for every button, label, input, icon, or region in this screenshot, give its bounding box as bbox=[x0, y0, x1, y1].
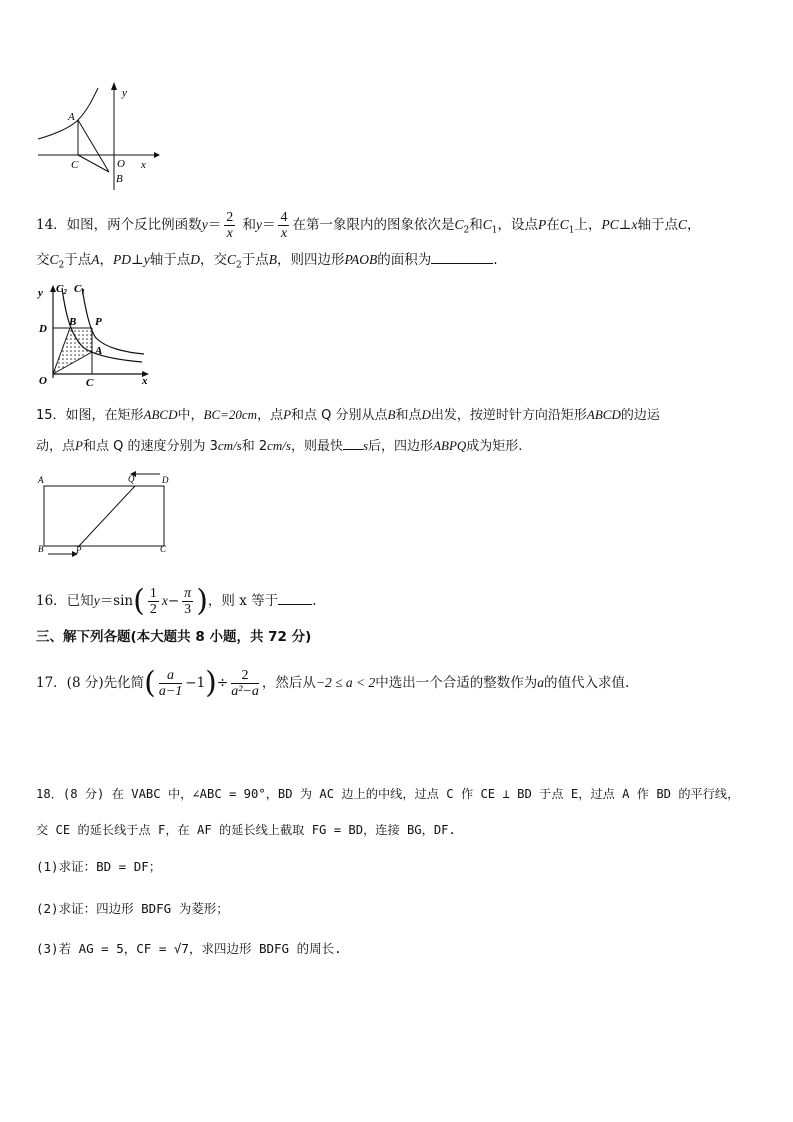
figure-q13-graph bbox=[36, 82, 166, 192]
q14-line1: 14．如图，两个反比例函数y＝ $\frac{2}{x}$ 和y＝ $\frac{4}{x}$ 在第一象限内的图象依次是$C_2$和$C_1$，设点P在$C_1$上，PC⊥x轴于点C， bbox=[36, 210, 701, 241]
label-C2: C2 bbox=[56, 283, 67, 296]
fraction-4-over-x: $\frac{4}{x}$ bbox=[280, 210, 288, 241]
label-B: B bbox=[116, 173, 123, 185]
sqrt-seven: √7 bbox=[173, 941, 189, 956]
label-O: O bbox=[39, 375, 47, 387]
q15-line1: 15．如图，在矩形ABCD中，BC=20cm，点P和点 Q 分别从点B和点D出发，按逆时针方向沿矩形ABCD的边运 bbox=[36, 407, 660, 423]
label-x: x bbox=[141, 159, 146, 171]
q18-sub1: (1)求证：BD = DF； bbox=[36, 859, 162, 874]
section-3-title: 三、解下列各题(本大题共 8 小题，共 72 分) bbox=[36, 629, 312, 645]
label-O: O bbox=[117, 158, 125, 170]
answer-blank[interactable] bbox=[431, 263, 493, 264]
label-D: D bbox=[162, 475, 169, 485]
label-P: P bbox=[76, 545, 82, 555]
answer-blank[interactable] bbox=[343, 449, 363, 450]
segment-AB bbox=[78, 120, 109, 172]
q15-line2: 动，点P和点 Q 的速度分别为 3cm/s和 2cm/s，则最快 s后，四边形ABPQ成为矩形. bbox=[36, 438, 523, 454]
fraction-1-over-2: $\frac{1}{2}$ bbox=[149, 586, 157, 617]
figure-q14-graph bbox=[34, 282, 156, 388]
shaded-region-PAOB bbox=[53, 328, 92, 374]
label-A: A bbox=[38, 475, 44, 485]
q17-line: 17．(8 分)先化简( $\frac{a}{a-1}$ −1)÷ $\frac{2}{\text{a²−a}}$ ，然后从−2 ≤ a < 2中选出一个合适的整数作为a的值代入求值. bbox=[36, 665, 630, 701]
q18-line1: 18．(8 分) 在 VABC 中，∠ABC = 90°，BD 为 AC 边上的中线，过点 C 作 CE ⊥ BD 于点 E，过点 A 作 BD 的平行线， bbox=[36, 787, 740, 801]
label-D: D bbox=[39, 323, 47, 335]
label-Q: Q bbox=[128, 474, 135, 484]
label-B: B bbox=[38, 544, 44, 554]
label-x: x bbox=[142, 375, 148, 387]
segment-PQ bbox=[79, 486, 135, 546]
fraction-pi-over-3: $\frac{\pi}{3}$ bbox=[184, 586, 192, 617]
figure-q15-rectangle bbox=[36, 466, 176, 558]
label-A: A bbox=[95, 345, 103, 357]
label-B: B bbox=[69, 316, 77, 328]
label-A: A bbox=[68, 111, 75, 123]
fraction-2-over-x: $\frac{2}{x}$ bbox=[226, 210, 234, 241]
label-C: C bbox=[71, 159, 79, 171]
y-axis-arrow bbox=[111, 82, 117, 90]
q18-sub3: (3)若 AG = 5，CF = √7，求四边形 BDFG 的周长. bbox=[36, 941, 342, 956]
label-y: y bbox=[38, 287, 43, 299]
q18-line2: 交 CE 的延长线于点 F，在 AF 的延长线上截取 FG = BD，连接 BG，DF. bbox=[36, 823, 456, 837]
label-C1: C1 bbox=[74, 283, 85, 296]
x-axis-arrow bbox=[154, 152, 160, 158]
q14-line2: 交$C_2$于点A，PD⊥y轴于点D，交$C_2$于点B，则四边形PAOB的面积为 . bbox=[36, 252, 498, 271]
q16-line: 16．已知y＝sin( $\frac{1}{2}$ x− $\frac{\pi}{3}$ )，则 x 等于 . bbox=[36, 583, 317, 619]
label-y: y bbox=[122, 87, 127, 99]
q18-sub2: (2)求证：四边形 BDFG 为菱形； bbox=[36, 901, 229, 916]
fraction-a-over-a-minus-1: $\frac{a}{a-1}$ bbox=[158, 668, 183, 699]
label-C: C bbox=[160, 544, 167, 554]
label-P: P bbox=[95, 316, 102, 328]
rectangle-ABCD bbox=[44, 486, 164, 546]
label-C: C bbox=[86, 377, 94, 388]
fraction-2-over-a2-minus-a: $\frac{2}{\text{a²−a}}$ bbox=[231, 668, 259, 699]
answer-blank[interactable] bbox=[278, 604, 312, 605]
